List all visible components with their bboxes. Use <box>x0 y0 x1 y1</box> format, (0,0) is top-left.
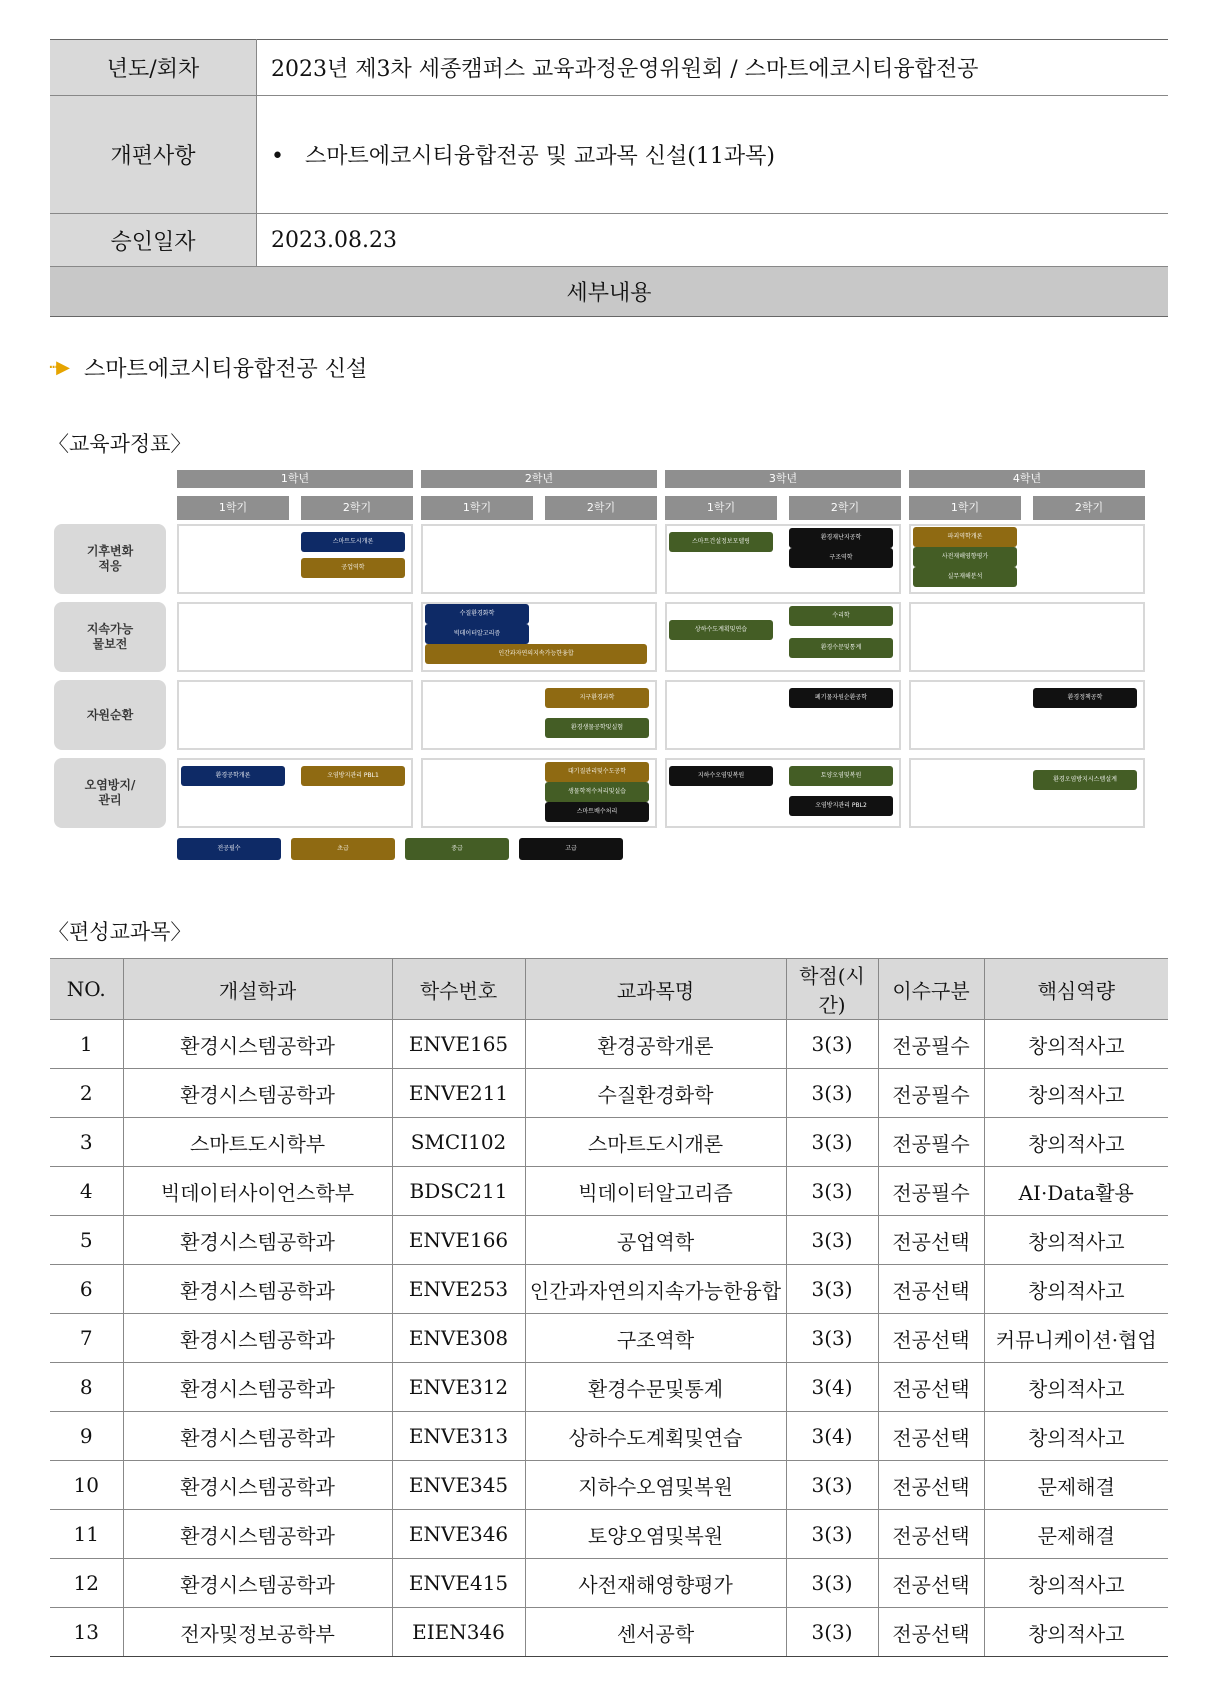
table-cell: 9 <box>50 1412 123 1461</box>
chart-cell <box>909 602 1145 672</box>
table-cell: ENVE346 <box>392 1510 525 1559</box>
table-cell: 환경시스템공학과 <box>123 1510 392 1559</box>
year-value: 2023년 제3차 세종캠퍼스 교육과정운영위원회 / 스마트에코시티융합전공 <box>257 40 1169 96</box>
course-box: 환경공학개론 <box>181 766 285 786</box>
course-box: 환경재난지공학 <box>789 528 893 548</box>
table-cell: 2 <box>50 1069 123 1118</box>
course-box: 생물학적수처리및실습 <box>545 782 649 802</box>
table-cell: 사전재해영향평가 <box>525 1559 786 1608</box>
table-cell: 3(3) <box>786 1118 878 1167</box>
table-cell: 스마트도시개론 <box>525 1118 786 1167</box>
semester-header: 1학기 <box>665 496 777 520</box>
table-row <box>50 1069 1168 1118</box>
table-cell: AI·Data활용 <box>984 1167 1168 1216</box>
table-cell: 구조역학 <box>525 1314 786 1363</box>
table-cell: 환경시스템공학과 <box>123 1363 392 1412</box>
year-label: 년도/회차 <box>50 40 257 96</box>
table-cell: 3(3) <box>786 1510 878 1559</box>
table-cell: SMCI102 <box>392 1118 525 1167</box>
table-cell: 창의적사고 <box>984 1118 1168 1167</box>
table-cell: 환경시스템공학과 <box>123 1314 392 1363</box>
table-cell: 지하수오염및복원 <box>525 1461 786 1510</box>
change-value: 스마트에코시티융합전공 및 교과목 신설(11과목) <box>305 144 775 169</box>
year-header: 3학년 <box>665 470 901 488</box>
table-cell: BDSC211 <box>392 1167 525 1216</box>
table-cell: 창의적사고 <box>984 1069 1168 1118</box>
table-cell: 5 <box>50 1216 123 1265</box>
semester-header: 2학기 <box>789 496 901 520</box>
table-cell: 3(3) <box>786 1216 878 1265</box>
table-cell: 4 <box>50 1167 123 1216</box>
table-cell: ENVE211 <box>392 1069 525 1118</box>
table-cell: 센서공학 <box>525 1608 786 1657</box>
table-row <box>50 1020 1168 1069</box>
course-box: 환경정책공학 <box>1033 688 1137 708</box>
course-box: 수질환경화학 <box>425 604 529 624</box>
course-box: 스마트건설정보모델링 <box>669 532 773 552</box>
table-cell: 전공선택 <box>878 1461 984 1510</box>
table-cell: 3(3) <box>786 1020 878 1069</box>
table-cell: 전공필수 <box>878 1118 984 1167</box>
table-cell: 전자및정보공학부 <box>123 1608 392 1657</box>
bullet-icon: • <box>271 144 284 169</box>
table-row <box>50 1363 1168 1412</box>
legend-navy: 전공필수 <box>177 838 281 860</box>
detail-header: 세부내용 <box>50 267 1168 317</box>
table-cell: 창의적사고 <box>984 1265 1168 1314</box>
table-cell: 3(3) <box>786 1167 878 1216</box>
table-cell: 토양오염및복원 <box>525 1510 786 1559</box>
table-cell: 공업역학 <box>525 1216 786 1265</box>
table-cell: 환경시스템공학과 <box>123 1412 392 1461</box>
table-row <box>50 1265 1168 1314</box>
table-cell: 전공선택 <box>878 1216 984 1265</box>
legend-black: 고급 <box>519 838 623 860</box>
table-cell: ENVE166 <box>392 1216 525 1265</box>
column-header: NO. <box>50 959 123 1020</box>
table-cell: ENVE312 <box>392 1363 525 1412</box>
table-cell: 전공선택 <box>878 1510 984 1559</box>
table-cell: 3(4) <box>786 1363 878 1412</box>
course-table <box>50 958 1168 1657</box>
table-cell: 전공선택 <box>878 1314 984 1363</box>
year-header: 4학년 <box>909 470 1145 488</box>
course-box: 폐기물자원순환공학 <box>789 688 893 708</box>
legend-gold: 초급 <box>291 838 395 860</box>
table-cell: 전공필수 <box>878 1020 984 1069</box>
column-header: 핵심역량 <box>984 959 1168 1020</box>
row-label: 기후변화 적응 <box>54 524 166 594</box>
chart-cell <box>421 524 657 594</box>
table-cell: 전공필수 <box>878 1069 984 1118</box>
table-cell: 전공선택 <box>878 1608 984 1657</box>
course-box: 환경오염방지시스템설계 <box>1033 770 1137 790</box>
semester-header: 1학기 <box>421 496 533 520</box>
course-box: 토양오염및복원 <box>789 766 893 786</box>
table-cell: ENVE345 <box>392 1461 525 1510</box>
course-box: 지구환경과학 <box>545 688 649 708</box>
table-cell: 3(3) <box>786 1608 878 1657</box>
year-header: 1학년 <box>177 470 413 488</box>
chart-cell <box>177 680 413 750</box>
column-header: 개설학과 <box>123 959 392 1020</box>
table-cell: ENVE313 <box>392 1412 525 1461</box>
section-title: 스마트에코시티융합전공 신설 <box>84 357 368 382</box>
table-row <box>50 1608 1168 1657</box>
change-label: 개편사항 <box>50 96 257 214</box>
table-cell: 문제해결 <box>984 1510 1168 1559</box>
change-value-cell <box>257 96 1169 214</box>
course-table-header <box>50 959 1168 1020</box>
curriculum-chart <box>50 470 1150 870</box>
table-cell: 환경시스템공학과 <box>123 1265 392 1314</box>
table-cell: 전공선택 <box>878 1363 984 1412</box>
course-box: 실무재해분석 <box>913 567 1017 587</box>
table-cell: 환경시스템공학과 <box>123 1559 392 1608</box>
course-box: 스마트도시개론 <box>301 532 405 552</box>
table-row <box>50 1559 1168 1608</box>
table-cell: 환경수문및통계 <box>525 1363 786 1412</box>
table-cell: 창의적사고 <box>984 1608 1168 1657</box>
chart-cell <box>909 758 1145 828</box>
table-cell: 1 <box>50 1020 123 1069</box>
table-cell: 상하수도계획및연습 <box>525 1412 786 1461</box>
table-cell: 환경시스템공학과 <box>123 1216 392 1265</box>
course-box: 빅데이터알고리즘 <box>425 624 529 644</box>
row-label: 지속가능 물보전 <box>54 602 166 672</box>
course-box: 환경수문및통계 <box>789 638 893 658</box>
course-box: 대기질관리및수도공학 <box>545 762 649 782</box>
table-cell: ENVE415 <box>392 1559 525 1608</box>
table-cell: 3(3) <box>786 1461 878 1510</box>
table-cell: 3(4) <box>786 1412 878 1461</box>
table-cell: 10 <box>50 1461 123 1510</box>
approve-value: 2023.08.23 <box>257 214 1169 267</box>
approve-label: 승인일자 <box>50 214 257 267</box>
table-row <box>50 1167 1168 1216</box>
table-cell: 13 <box>50 1608 123 1657</box>
column-header: 학수번호 <box>392 959 525 1020</box>
table-row <box>50 1510 1168 1559</box>
table-cell: 3 <box>50 1118 123 1167</box>
table-cell: 8 <box>50 1363 123 1412</box>
course-box: 지하수오염및복원 <box>669 766 773 786</box>
row-label: 자원순환 <box>54 680 166 750</box>
table-cell: 11 <box>50 1510 123 1559</box>
course-box: 수리학 <box>789 606 893 626</box>
table-cell: 3(3) <box>786 1314 878 1363</box>
courses-heading: 〈편성교과목〉 <box>48 920 192 944</box>
table-cell: 7 <box>50 1314 123 1363</box>
table-cell: 전공선택 <box>878 1559 984 1608</box>
course-box: 공업역학 <box>301 558 405 578</box>
table-cell: 3(3) <box>786 1559 878 1608</box>
course-box: 환경생물공학및실험 <box>545 718 649 738</box>
table-row <box>50 1216 1168 1265</box>
table-cell: 환경시스템공학과 <box>123 1461 392 1510</box>
table-row <box>50 1461 1168 1510</box>
semester-header: 1학기 <box>177 496 289 520</box>
arrow-right-icon: ···▶ <box>48 357 68 378</box>
table-cell: 환경시스템공학과 <box>123 1020 392 1069</box>
table-cell: 3(3) <box>786 1069 878 1118</box>
table-cell: EIEN346 <box>392 1608 525 1657</box>
table-row <box>50 1314 1168 1363</box>
table-cell: 스마트도시학부 <box>123 1118 392 1167</box>
table-cell: 창의적사고 <box>984 1559 1168 1608</box>
table-cell: 커뮤니케이션·협업 <box>984 1314 1168 1363</box>
course-box: 스마트배수처리 <box>545 802 649 822</box>
course-box: 오염방지관리 PBL2 <box>789 796 893 816</box>
table-cell: 인간과자연의지속가능한융합 <box>525 1265 786 1314</box>
course-box: 구조역학 <box>789 548 893 568</box>
semester-header: 2학기 <box>1033 496 1145 520</box>
table-cell: 창의적사고 <box>984 1412 1168 1461</box>
course-box: 오염방지관리 PBL1 <box>301 766 405 786</box>
course-box: 사전재해영향평가 <box>913 547 1017 567</box>
row-label: 오염방지/ 관리 <box>54 758 166 828</box>
course-box: 인간과자연의지속가능한융합 <box>425 644 647 664</box>
chart-cell <box>177 602 413 672</box>
table-cell: 환경공학개론 <box>525 1020 786 1069</box>
info-table <box>50 39 1168 317</box>
table-cell: 3(3) <box>786 1265 878 1314</box>
table-cell: 환경시스템공학과 <box>123 1069 392 1118</box>
table-cell: ENVE308 <box>392 1314 525 1363</box>
semester-header: 2학기 <box>545 496 657 520</box>
table-cell: 전공선택 <box>878 1412 984 1461</box>
table-row <box>50 1412 1168 1461</box>
table-cell: 수질환경화학 <box>525 1069 786 1118</box>
column-header: 학점(시간) <box>786 959 878 1020</box>
curriculum-heading: 〈교육과정표〉 <box>48 432 192 456</box>
semester-header: 1학기 <box>909 496 1021 520</box>
table-cell: 12 <box>50 1559 123 1608</box>
column-header: 교과목명 <box>525 959 786 1020</box>
table-cell: 6 <box>50 1265 123 1314</box>
column-header: 이수구분 <box>878 959 984 1020</box>
table-cell: ENVE165 <box>392 1020 525 1069</box>
semester-header: 2학기 <box>301 496 413 520</box>
table-cell: 빅데이터알고리즘 <box>525 1167 786 1216</box>
legend-green: 중급 <box>405 838 509 860</box>
table-cell: 창의적사고 <box>984 1020 1168 1069</box>
year-header: 2학년 <box>421 470 657 488</box>
table-cell: 창의적사고 <box>984 1216 1168 1265</box>
course-box: 상하수도계획및연습 <box>669 620 773 640</box>
table-cell: 빅데이터사이언스학부 <box>123 1167 392 1216</box>
table-cell: 전공필수 <box>878 1167 984 1216</box>
course-box: 파괴역학개론 <box>913 527 1017 547</box>
table-cell: 문제해결 <box>984 1461 1168 1510</box>
table-cell: 전공선택 <box>878 1265 984 1314</box>
table-cell: ENVE253 <box>392 1265 525 1314</box>
section-title-row <box>48 352 367 383</box>
table-row <box>50 1118 1168 1167</box>
table-cell: 창의적사고 <box>984 1363 1168 1412</box>
